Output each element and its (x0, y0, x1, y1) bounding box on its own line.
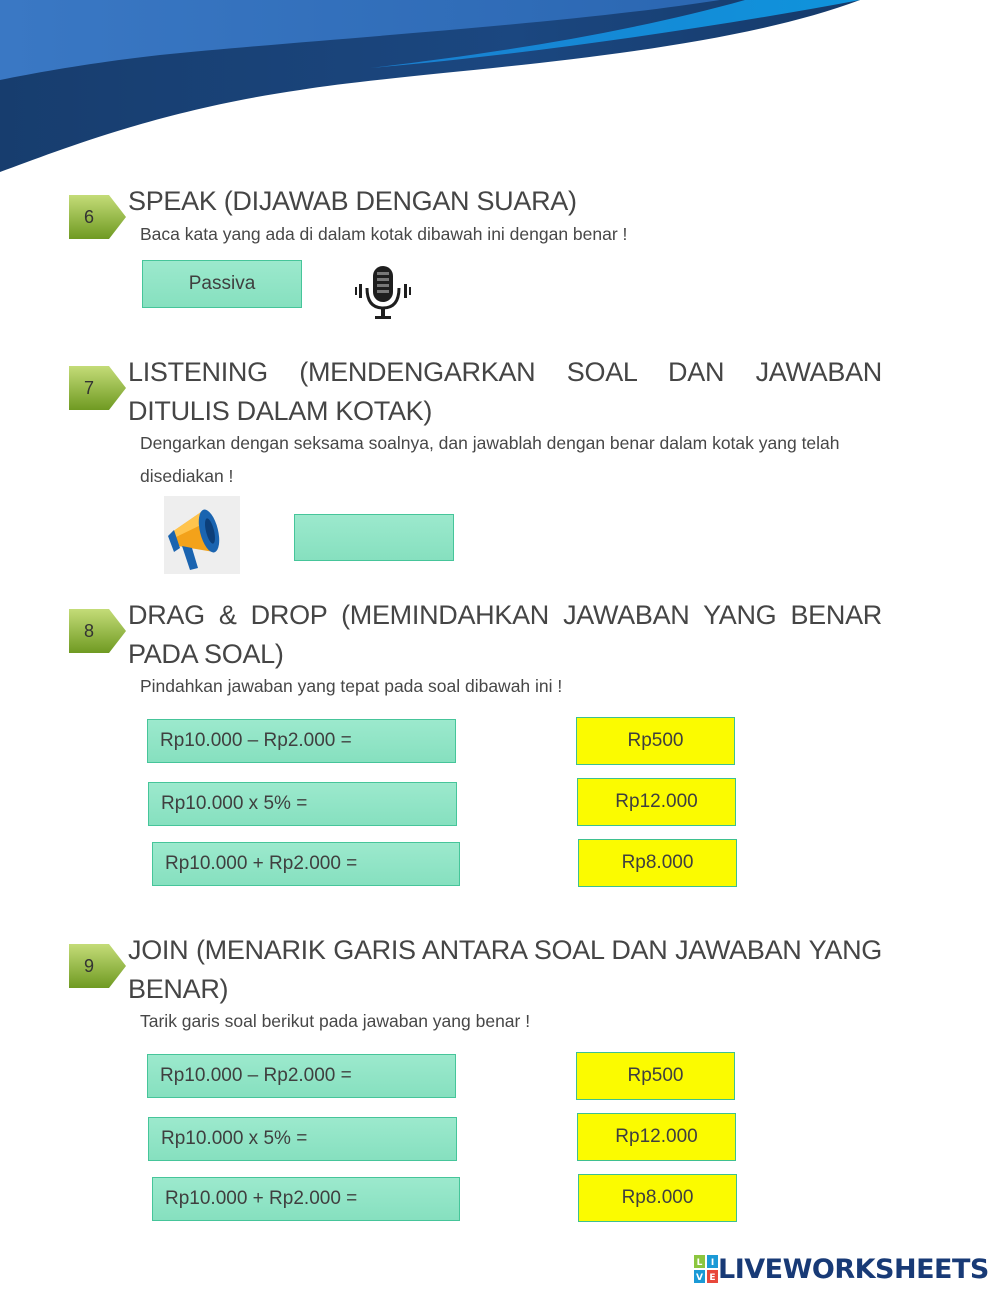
liveworksheets-logo (694, 1252, 989, 1286)
svg-text:E: E (709, 1273, 716, 1283)
microphone-icon[interactable] (353, 262, 413, 322)
listening-answer-input[interactable] (294, 514, 454, 561)
join-question[interactable]: Rp10.000 + Rp2.000 = (152, 1177, 460, 1221)
liveworksheets-logo-mark (694, 1255, 718, 1283)
join-question[interactable]: Rp10.000 x 5% = (148, 1117, 457, 1161)
question-number: 8 (83, 621, 94, 641)
join-answer[interactable]: Rp500 (576, 1052, 735, 1100)
brand-name: LIVEWORKSHEETS (718, 1253, 989, 1285)
drop-target-question[interactable]: Rp10.000 + Rp2.000 = (152, 842, 460, 886)
section-instruction: Tarik garis soal berikut pada jawaban yang benar ! (140, 1011, 531, 1031)
join-question[interactable]: Rp10.000 – Rp2.000 = (147, 1054, 456, 1098)
draggable-answer[interactable]: Rp8.000 (578, 839, 737, 887)
section-title: SPEAK (DIJAWAB DENGAN SUARA) (128, 186, 577, 216)
question-number-badge (69, 366, 126, 410)
speak-word-box: Passiva (142, 260, 302, 308)
question-number: 7 (83, 378, 94, 398)
question-number: 6 (83, 207, 94, 227)
question-number-badge (69, 609, 126, 653)
section-title: JOIN (MENARIK GARIS ANTARA SOAL DAN JAWABAN YANG BENAR) (128, 935, 882, 1004)
section-title: DRAG & DROP (MEMINDAHKAN JAWABAN YANG BENAR PADA SOAL) (128, 600, 882, 669)
draggable-answer[interactable]: Rp12.000 (577, 778, 736, 826)
drop-target-question[interactable]: Rp10.000 – Rp2.000 = (147, 719, 456, 763)
svg-text:L: L (696, 1258, 703, 1268)
section-title: LISTENING (MENDENGARKAN SOAL DAN JAWABAN DITULIS DALAM KOTAK) (128, 357, 882, 426)
join-answer[interactable]: Rp12.000 (577, 1113, 736, 1161)
join-answer[interactable]: Rp8.000 (578, 1174, 737, 1222)
section-instruction: Baca kata yang ada di dalam kotak dibawah ini dengan benar ! (140, 224, 628, 244)
header-banner (0, 0, 1000, 180)
megaphone-icon[interactable] (164, 496, 240, 574)
section-instruction: Pindahkan jawaban yang tepat pada soal dibawah ini ! (140, 676, 563, 696)
drop-target-question[interactable]: Rp10.000 x 5% = (148, 782, 457, 826)
section-instruction: Dengarkan dengan seksama soalnya, dan jawablah dengan benar dalam kotak yang telah disediakan ! (140, 433, 840, 486)
question-number-badge (69, 944, 126, 988)
svg-text:V: V (696, 1273, 703, 1283)
svg-text:I: I (710, 1258, 715, 1268)
question-number-badge (69, 195, 126, 239)
draggable-answer[interactable]: Rp500 (576, 717, 735, 765)
question-number: 9 (83, 956, 94, 976)
